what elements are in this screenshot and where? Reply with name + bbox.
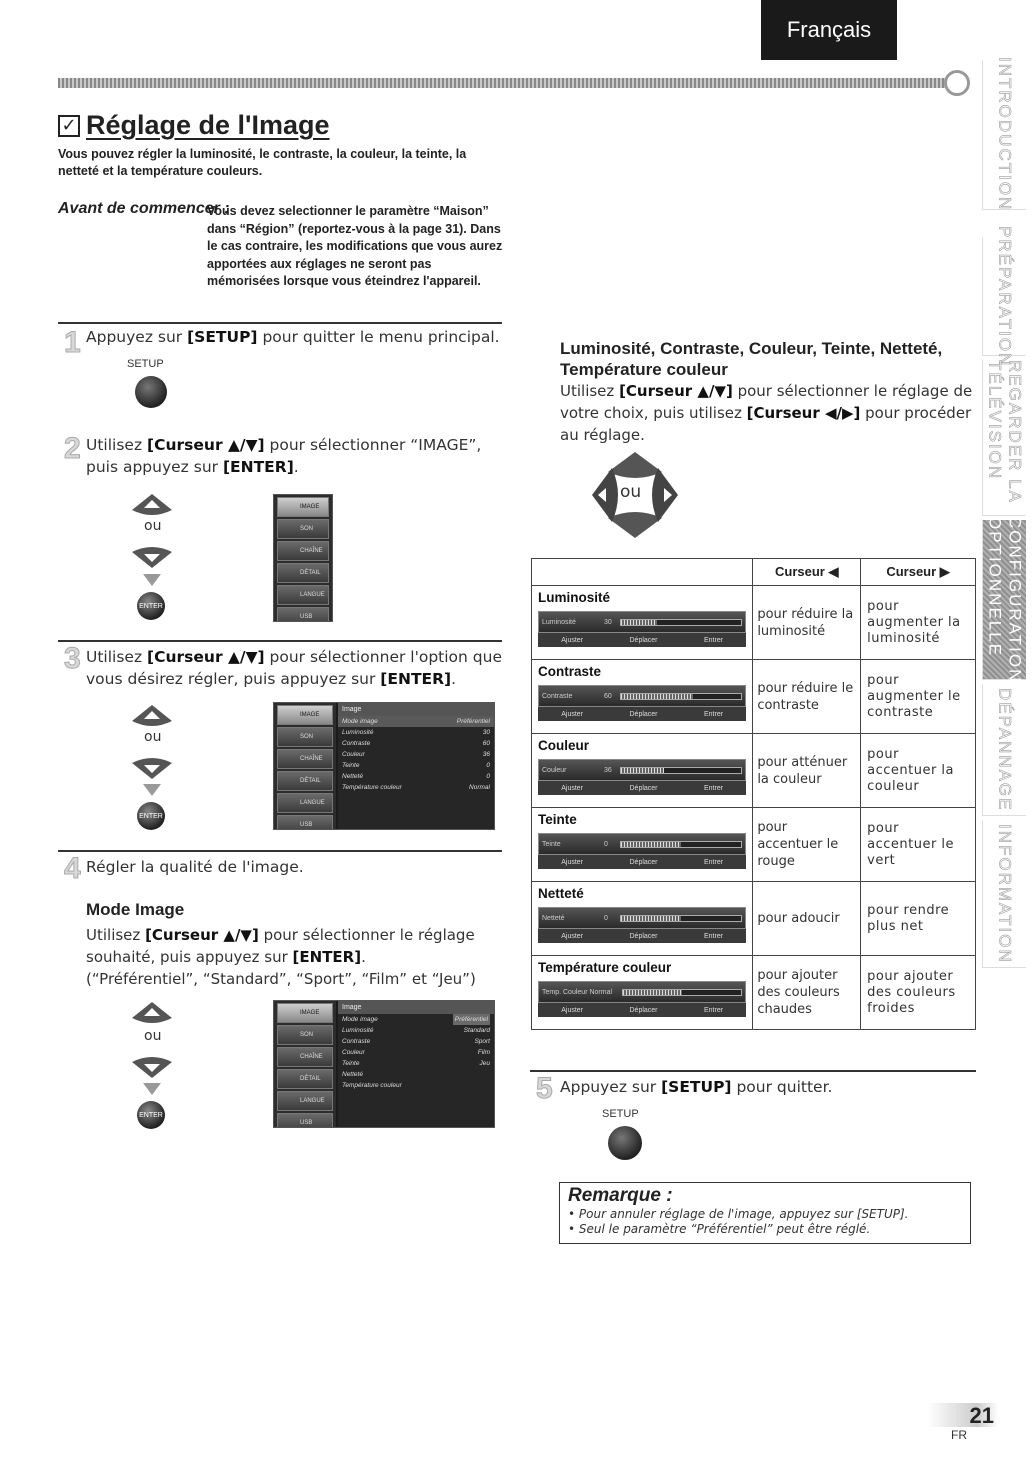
step-5-text: Appuyez sur [SETUP] pour quitter.: [560, 1078, 833, 1096]
cell-right: pour augmenter la luminosité: [861, 586, 976, 660]
step-number: 3: [64, 642, 81, 675]
menu-row: Teinte 0: [342, 762, 490, 769]
row-title: Température couleur: [538, 960, 672, 975]
slider-screenshot: [538, 907, 746, 929]
menu-item: IMAGE: [277, 497, 329, 517]
slider-fill: [621, 694, 693, 699]
menu-row: Contraste 60: [342, 740, 490, 747]
or-label: ou: [144, 1028, 162, 1044]
step-2-text: Utilisez [Curseur ▲/▼] pour sélectionner “IMAGE”, puis appuyez sur [ENTER].: [86, 436, 482, 476]
slider-screenshot: [538, 981, 746, 1003]
cursor-up-icon: [130, 1000, 174, 1026]
cell-right: pour augmenter le contraste: [861, 660, 976, 734]
row-title: Teinte: [538, 812, 577, 827]
cell-right: pour accentuer la couleur: [861, 734, 976, 808]
arrow-down-icon: [143, 574, 161, 586]
mode-image-heading: Mode Image: [86, 900, 185, 919]
menu-item: DÉTAIL: [277, 1069, 333, 1089]
mode-image-text: Utilisez [Curseur ▲/▼] pour sélectionner le réglage souhaité, puis appuyez sur [ENTER]. (“Préférentiel”, “Standard”, “Sport”, “Film” et “Jeu”): [86, 926, 476, 988]
side-nav-regarder[interactable]: REGARDER LA TÉLÉVISION: [982, 360, 1026, 516]
menu-row: Température couleur Normal: [342, 784, 490, 791]
slider-controls: Ajuster Déplacer Entrer: [538, 855, 746, 869]
slider-controls: Ajuster Déplacer Entrer: [538, 929, 746, 943]
before-label: Avant de commencer :: [58, 200, 230, 217]
remarque-title: Remarque :: [568, 1185, 673, 1206]
cell-right: pour accentuer le vert: [861, 808, 976, 882]
step-number: 1: [64, 326, 81, 359]
slider-fill: [621, 842, 681, 847]
table-header-left: Curseur ◀: [753, 559, 861, 586]
cell-left: pour accentuer le rouge: [753, 808, 861, 882]
row-title: Couleur: [538, 738, 590, 753]
slider-controls: Ajuster Déplacer Entrer: [538, 633, 746, 647]
side-nav-preparation[interactable]: PRÉPARATION: [982, 238, 1026, 356]
slider-controls: Ajuster Déplacer Entrer: [538, 1003, 746, 1017]
table-row: [532, 808, 976, 882]
remarque-note: • Pour annuler réglage de l'image, appuyez sur [SETUP].: [568, 1207, 909, 1221]
menu-item: SON: [277, 727, 333, 747]
header-rule: [58, 78, 948, 88]
setup-label: SETUP: [602, 1108, 639, 1120]
slider-fill: [621, 916, 681, 921]
slider-controls: Ajuster Déplacer Entrer: [538, 781, 746, 795]
or-label: ou: [620, 482, 642, 502]
menu-row: Mode image Préférentiel: [338, 716, 494, 727]
or-label: ou: [144, 729, 162, 745]
table-row: [532, 882, 976, 956]
arrow-down-icon: [143, 1083, 161, 1095]
slider-screenshot: [538, 759, 746, 781]
cell-right: pour ajouter des couleurs froides: [861, 956, 976, 1030]
page-language: FR: [951, 1428, 967, 1442]
row-title: Contraste: [538, 664, 602, 679]
table-row: [532, 586, 976, 660]
slider-value: 0: [604, 914, 608, 922]
intro-text: Vous pouvez régler la luminosité, le contraste, la couleur, la teinte, la netteté et la température couleurs.: [58, 147, 467, 178]
step-1-text: Appuyez sur [SETUP] pour quitter le menu principal.: [86, 328, 500, 346]
adjustment-table: [531, 558, 976, 1030]
checkbox-icon: ✓: [58, 115, 80, 137]
adjust-text: Utilisez [Curseur ▲/▼] pour sélectionner le réglage de votre choix, puis utilisez [Curseur ◀/▶] pour procéder au réglage.: [560, 382, 973, 444]
row-title: Luminosité: [538, 590, 611, 605]
menu-row: Luminosité 30: [342, 729, 490, 736]
step-rule: [58, 322, 502, 324]
slider-value: 30: [604, 618, 612, 626]
table-row: [532, 956, 976, 1030]
remarque-box: [559, 1182, 971, 1244]
cell-right: pour rendre plus net: [861, 882, 976, 956]
menu-item: CHAÎNE: [277, 541, 329, 561]
slider-label: Contraste: [542, 692, 573, 700]
header-rule-end-circle: [944, 70, 970, 96]
menu-head: Image: [338, 1001, 494, 1014]
menu-row: Mode image Préférentiel: [342, 1016, 488, 1023]
step-rule: [58, 850, 502, 852]
cell-left: pour atténuer la couleur: [753, 734, 861, 808]
cursor-up-icon: [130, 492, 174, 518]
remarque-note: • Seul le paramètre “Préférentiel” peut être réglé.: [568, 1222, 871, 1236]
cursor-down-icon: [130, 544, 174, 570]
slider-label: Couleur: [542, 766, 567, 774]
menu-item: SON: [277, 519, 329, 539]
menu-row: Netteté: [342, 1071, 363, 1078]
table-row: [532, 734, 976, 808]
menu-item: DÉTAIL: [277, 771, 333, 791]
step-rule: [530, 1070, 976, 1072]
menu-row: Contraste Sport: [342, 1038, 490, 1045]
menu-row: Couleur Film: [342, 1049, 490, 1056]
slider-fill: [621, 620, 657, 625]
step-number: 2: [64, 432, 81, 465]
image-menu-screenshot: [273, 702, 495, 830]
enter-button-icon: ENTER: [137, 1101, 165, 1129]
language-tab: Français: [761, 0, 897, 60]
cursor-up-icon: [130, 703, 174, 729]
menu-head: Image: [338, 703, 494, 716]
menu-item: USB: [277, 815, 333, 830]
setup-button-icon: [608, 1126, 642, 1160]
slider-controls: Ajuster Déplacer Entrer: [538, 707, 746, 721]
menu-item: LANGUE: [277, 793, 333, 813]
side-nav-information[interactable]: INFORMATION: [982, 820, 1026, 968]
cursor-down-icon: [130, 1054, 174, 1080]
menu-item: DÉTAIL: [277, 563, 329, 583]
menu-item: LANGUE: [277, 585, 329, 605]
adjust-heading: Luminosité, Contraste, Couleur, Teinte, Netteté, Température couleur: [560, 339, 943, 379]
page-title-row: [58, 110, 330, 141]
enter-button-icon: ENTER: [137, 802, 165, 830]
step-4-text: Régler la qualité de l'image.: [86, 858, 304, 876]
menu-item: USB: [277, 607, 329, 622]
cell-left: pour ajouter des couleurs chaudes: [753, 956, 861, 1030]
slider-value: 60: [604, 692, 612, 700]
cell-left: pour réduire la luminosité: [753, 586, 861, 660]
enter-button-icon: ENTER: [137, 592, 165, 620]
slider-label: Temp. Couleur Normal: [542, 988, 613, 996]
slider-screenshot: [538, 685, 746, 707]
row-title: Netteté: [538, 886, 584, 901]
slider-value: 0: [604, 840, 608, 848]
step-rule: [58, 640, 502, 642]
side-nav: [982, 57, 1026, 990]
side-nav-depannage[interactable]: DÉPANNAGE: [982, 684, 1026, 816]
cell-left: pour adoucir: [753, 882, 861, 956]
slider-screenshot: [538, 833, 746, 855]
menu-item: CHAÎNE: [277, 1047, 333, 1067]
slider-label: Netteté: [542, 914, 565, 922]
menu-item: USB: [277, 1113, 333, 1128]
table-header-right: Curseur ▶: [861, 559, 976, 586]
slider-screenshot: [538, 611, 746, 633]
step-3-text: Utilisez [Curseur ▲/▼] pour sélectionner l'option que vous désirez régler, puis appuyez sur [ENTER].: [86, 648, 502, 688]
menu-row: Netteté 0: [342, 773, 490, 780]
or-label: ou: [144, 518, 162, 534]
setup-button-icon: [135, 376, 167, 408]
table-row: [532, 660, 976, 734]
menu-row: Couleur 36: [342, 751, 490, 758]
step-number: 5: [536, 1072, 553, 1105]
menu-row: Teinte Jeu: [342, 1060, 490, 1067]
slider-value: 36: [604, 766, 612, 774]
menu-item: LANGUE: [277, 1091, 333, 1111]
before-text: Vous devez selectionner le paramètre “Maison” dans “Région” (reportez-vous à la page 31). Dans le cas contraire, les modifications que vous aurez apportées aux réglages ne seront pas mémorisées lorsque vous éteindrez l'appareil.: [207, 204, 503, 288]
menu-item: SON: [277, 1025, 333, 1045]
menu-row: Luminosité Standard: [342, 1027, 490, 1034]
menu-item: IMAGE: [277, 1003, 333, 1023]
page-number: 21: [928, 1403, 998, 1427]
slider-fill: [623, 990, 682, 995]
page-title: Réglage de l'Image: [86, 110, 330, 140]
mode-image-menu-screenshot: [273, 1000, 495, 1128]
side-nav-introduction[interactable]: INTRODUCTION: [982, 60, 1026, 210]
step-number: 4: [64, 852, 81, 885]
main-menu-screenshot: [273, 494, 333, 622]
menu-item: CHAÎNE: [277, 749, 333, 769]
table-header-blank: [532, 559, 753, 586]
slider-label: Luminosité: [542, 618, 576, 626]
cursor-down-icon: [130, 755, 174, 781]
setup-label: SETUP: [127, 358, 164, 370]
cell-left: pour réduire le contraste: [753, 660, 861, 734]
arrow-down-icon: [143, 784, 161, 796]
menu-item: IMAGE: [277, 705, 333, 725]
slider-label: Teinte: [542, 840, 561, 848]
side-nav-configuration[interactable]: CONFIGURATION OPTIONNELLE: [982, 520, 1026, 680]
menu-row: Température couleur: [342, 1082, 402, 1089]
slider-fill: [621, 768, 664, 773]
